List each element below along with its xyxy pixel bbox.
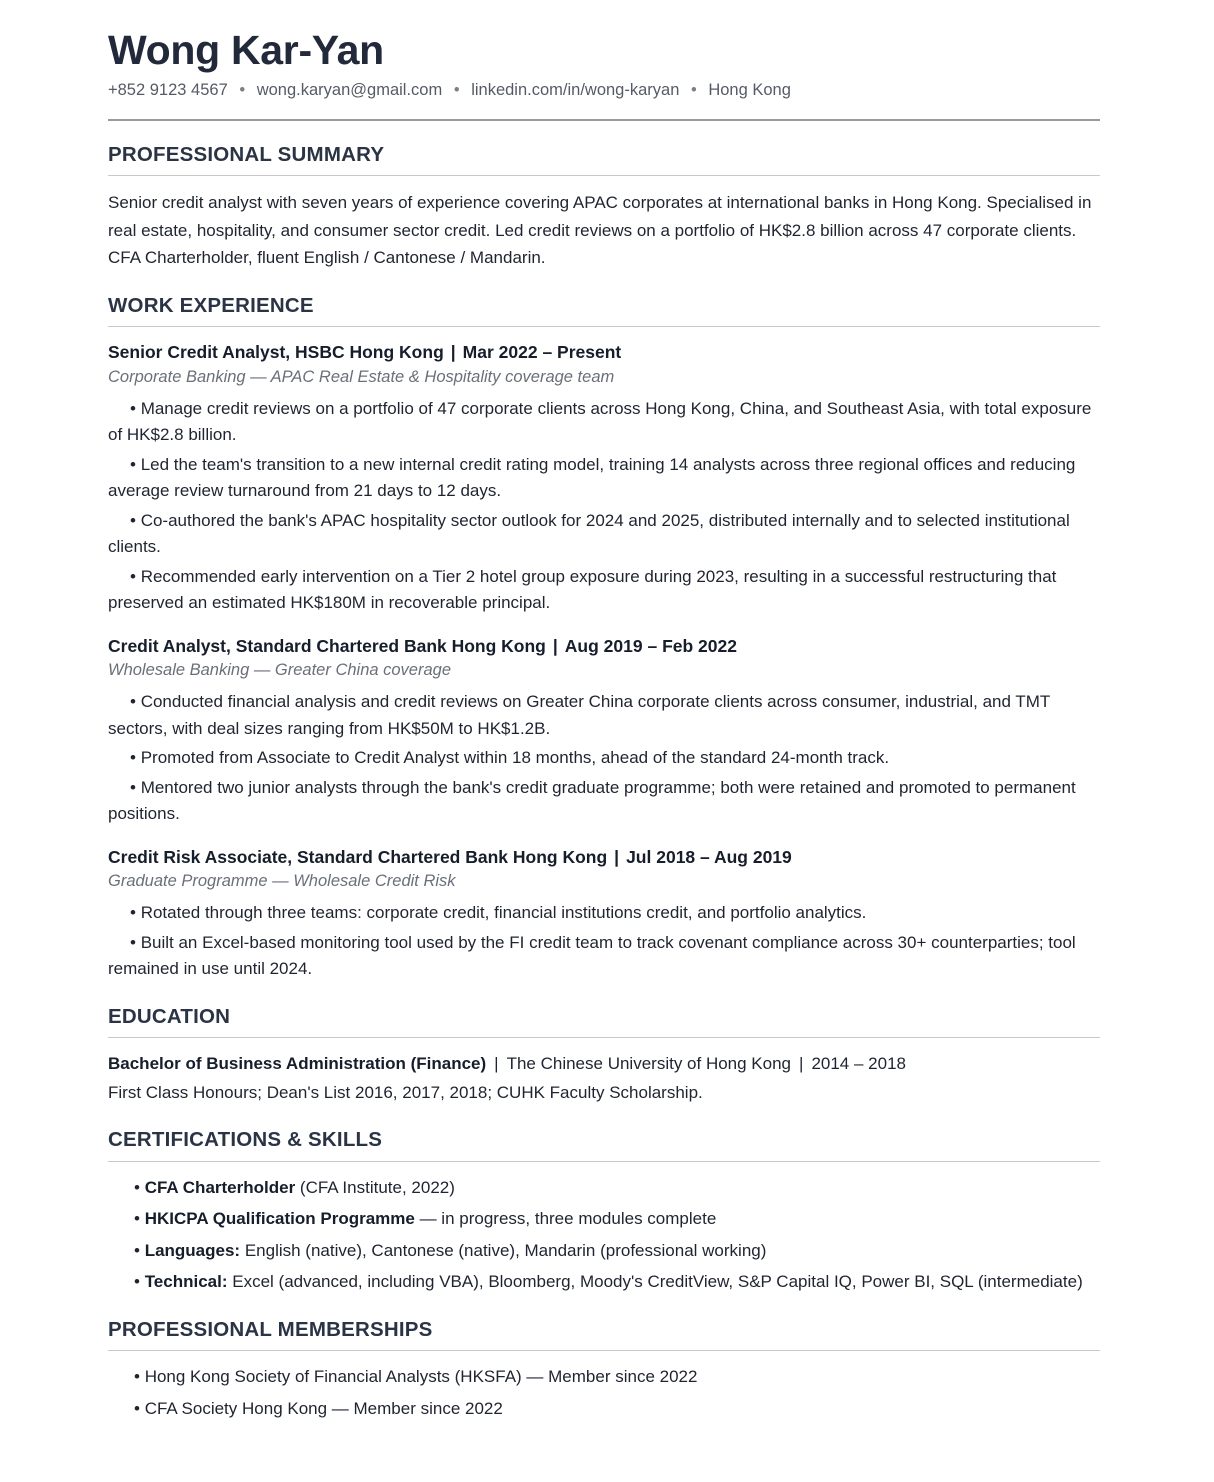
summary-paragraph: Senior credit analyst with seven years of experience covering APAC corporates at international banks in Hong Kong. Specialised in real estate, hospitality, and consumer sector credit. Led credit reviews on a portfolio of HK$2.8 billion across 47 corporate clients. CFA Charterholder, fluent English / Cantonese / Mandarin.: [108, 193, 1092, 268]
memberships-list: [108, 1364, 1100, 1422]
section-education: [108, 1005, 1100, 1106]
job-bullet-text: Promoted from Associate to Credit Analyst within 18 months, ahead of the standard 24-month track.: [140, 748, 890, 768]
job-bullet: [108, 689, 1100, 742]
header-divider: [108, 119, 1100, 121]
section-divider: [108, 1161, 1100, 1162]
job-role-company: Senior Credit Analyst, HSBC Hong Kong: [108, 342, 444, 363]
contact-separator-icon: •: [690, 80, 697, 99]
education-separator: |: [494, 1054, 499, 1074]
job-bullet-text: Mentored two junior analysts through the bank's credit graduate programme; both were retained and promoted to permanent positions.: [108, 777, 1076, 824]
section-divider: [108, 1350, 1100, 1351]
contact-location: Hong Kong: [708, 80, 791, 99]
bullet-icon: •: [134, 1272, 140, 1292]
membership-item: [108, 1396, 1100, 1423]
section-divider: [108, 326, 1100, 327]
experience-entry: [108, 340, 1100, 617]
job-bullet: [108, 396, 1100, 449]
education-heading: [108, 1051, 1100, 1077]
job-dates: Mar 2022 – Present: [462, 342, 622, 363]
job-subtitle: Corporate Banking — APAC Real Estate & Hospitality coverage team: [108, 367, 615, 386]
section-title: EDUCATION: [108, 1004, 231, 1028]
skill-label: Languages:: [144, 1240, 241, 1260]
membership-text: CFA Society Hong Kong — Member since 2022: [144, 1398, 503, 1418]
job-bullet-text: Co-authored the bank's APAC hospitality sector outlook for 2024 and 2025, distributed internally and to selected institutional clients.: [108, 510, 1070, 557]
job-heading: [108, 845, 1100, 870]
section-title: PROFESSIONAL SUMMARY: [108, 142, 385, 166]
education-years: 2014 – 2018: [811, 1054, 906, 1074]
bullet-icon: •: [130, 454, 136, 474]
experience-entry: [108, 845, 1100, 983]
job-bullet-list: [108, 396, 1100, 617]
job-bullet-list: [108, 900, 1100, 983]
bullet-icon: •: [134, 1367, 140, 1387]
job-separator: |: [552, 635, 558, 656]
skill-item: [108, 1269, 1100, 1296]
job-subtitle: Wholesale Banking — Greater China coverage: [108, 661, 452, 680]
section-work-experience: [108, 294, 1100, 983]
contact-phone[interactable]: +852 9123 4567: [108, 80, 228, 99]
section-title: CERTIFICATIONS & SKILLS: [108, 1128, 383, 1152]
job-bullet: [108, 452, 1100, 505]
skill-item: [108, 1206, 1100, 1233]
job-bullet: [108, 745, 1100, 772]
job-separator: |: [614, 846, 620, 867]
bullet-icon: •: [130, 510, 136, 530]
skill-item: [108, 1238, 1100, 1265]
job-role-company: Credit Risk Associate, Standard Chartered Bank Hong Kong: [108, 846, 608, 867]
section-title: WORK EXPERIENCE: [108, 293, 314, 317]
job-bullet: [108, 900, 1100, 927]
contact-linkedin[interactable]: linkedin.com/in/wong-karyan: [471, 80, 680, 99]
job-heading: [108, 340, 1100, 365]
education-separator: |: [799, 1054, 804, 1074]
bullet-icon: •: [130, 777, 136, 797]
skill-text: Excel (advanced, including VBA), Bloomberg, Moody's CreditView, S&P Capital IQ, Power BI, SQL (intermediate): [227, 1272, 1083, 1292]
skill-text: English (native), Cantonese (native), Mandarin (professional working): [240, 1240, 767, 1260]
job-bullet-text: Recommended early intervention on a Tier 2 hotel group exposure during 2023, resulting in a successful restructuring that preserved an estimated HK$180M in recoverable principal.: [108, 566, 1057, 613]
job-bullet: [108, 775, 1100, 828]
section-professional-memberships: [108, 1318, 1100, 1423]
contact-line: [108, 78, 1100, 103]
bullet-icon: •: [130, 566, 136, 586]
contact-email[interactable]: wong.karyan@gmail.com: [256, 80, 443, 99]
section-title: PROFESSIONAL MEMBERSHIPS: [108, 1317, 433, 1341]
skill-label: Technical:: [144, 1272, 228, 1292]
section-certifications-skills: [108, 1128, 1100, 1296]
bullet-icon: •: [134, 1240, 140, 1260]
bullet-icon: •: [130, 748, 136, 768]
job-bullet-text: Led the team's transition to a new internal credit rating model, training 14 analysts across three regional offices and reducing average review turnaround from 21 days to 12 days.: [108, 454, 1076, 501]
job-bullet-text: Rotated through three teams: corporate credit, financial institutions credit, and portfolio analytics.: [140, 903, 867, 923]
job-bullet-text: Conducted financial analysis and credit reviews on Greater China corporate clients across consumer, industrial, and TMT sectors, with deal sizes ranging from HK$50M to HK$1.2B.: [108, 692, 1051, 738]
education-institution: The Chinese University of Hong Kong: [506, 1054, 792, 1074]
job-dates: Jul 2018 – Aug 2019: [626, 846, 792, 867]
skill-label: HKICPA Qualification Programme: [144, 1209, 415, 1229]
job-subtitle: Graduate Programme — Wholesale Credit Risk: [108, 872, 456, 891]
bullet-icon: •: [134, 1209, 140, 1229]
contact-separator-icon: •: [453, 80, 460, 99]
skill-label: CFA Charterholder: [144, 1177, 296, 1197]
education-detail: First Class Honours; Dean's List 2016, 2017, 2018; CUHK Faculty Scholarship.: [108, 1082, 703, 1102]
bullet-icon: •: [134, 1177, 140, 1197]
education-degree: Bachelor of Business Administration (Finance): [108, 1054, 487, 1074]
resume-header: [108, 28, 1100, 121]
job-role-company: Credit Analyst, Standard Chartered Bank Hong Kong: [108, 635, 546, 656]
bullet-icon: •: [134, 1398, 140, 1418]
membership-item: [108, 1364, 1100, 1391]
section-divider: [108, 1037, 1100, 1038]
skill-item: [108, 1175, 1100, 1202]
skill-text: (CFA Institute, 2022): [295, 1177, 455, 1197]
job-bullet: [108, 930, 1100, 983]
bullet-icon: •: [130, 398, 136, 418]
job-bullet-list: [108, 689, 1100, 828]
job-separator: |: [450, 342, 456, 363]
experience-entry: [108, 634, 1100, 828]
bullet-icon: •: [130, 692, 136, 712]
bullet-icon: •: [130, 903, 136, 923]
job-bullet: [108, 508, 1100, 561]
job-heading: [108, 634, 1100, 659]
skills-list: [108, 1175, 1100, 1296]
section-professional-summary: [108, 143, 1100, 272]
membership-text: Hong Kong Society of Financial Analysts (HKSFA) — Member since 2022: [144, 1367, 698, 1387]
job-bullet-text: Built an Excel-based monitoring tool used by the FI credit team to track covenant compliance across 30+ counterparties; tool remained in use until 2024.: [108, 932, 1076, 979]
section-divider: [108, 175, 1100, 176]
bullet-icon: •: [130, 932, 136, 952]
contact-separator-icon: •: [239, 80, 246, 99]
job-dates: Aug 2019 – Feb 2022: [564, 635, 737, 656]
job-bullet: [108, 564, 1100, 617]
skill-text: — in progress, three modules complete: [414, 1209, 717, 1229]
job-bullet-text: Manage credit reviews on a portfolio of 47 corporate clients across Hong Kong, China, and Southeast Asia, with total exposure of HK$2.8 billion.: [108, 398, 1092, 445]
candidate-name: Wong Kar-Yan: [108, 27, 384, 73]
